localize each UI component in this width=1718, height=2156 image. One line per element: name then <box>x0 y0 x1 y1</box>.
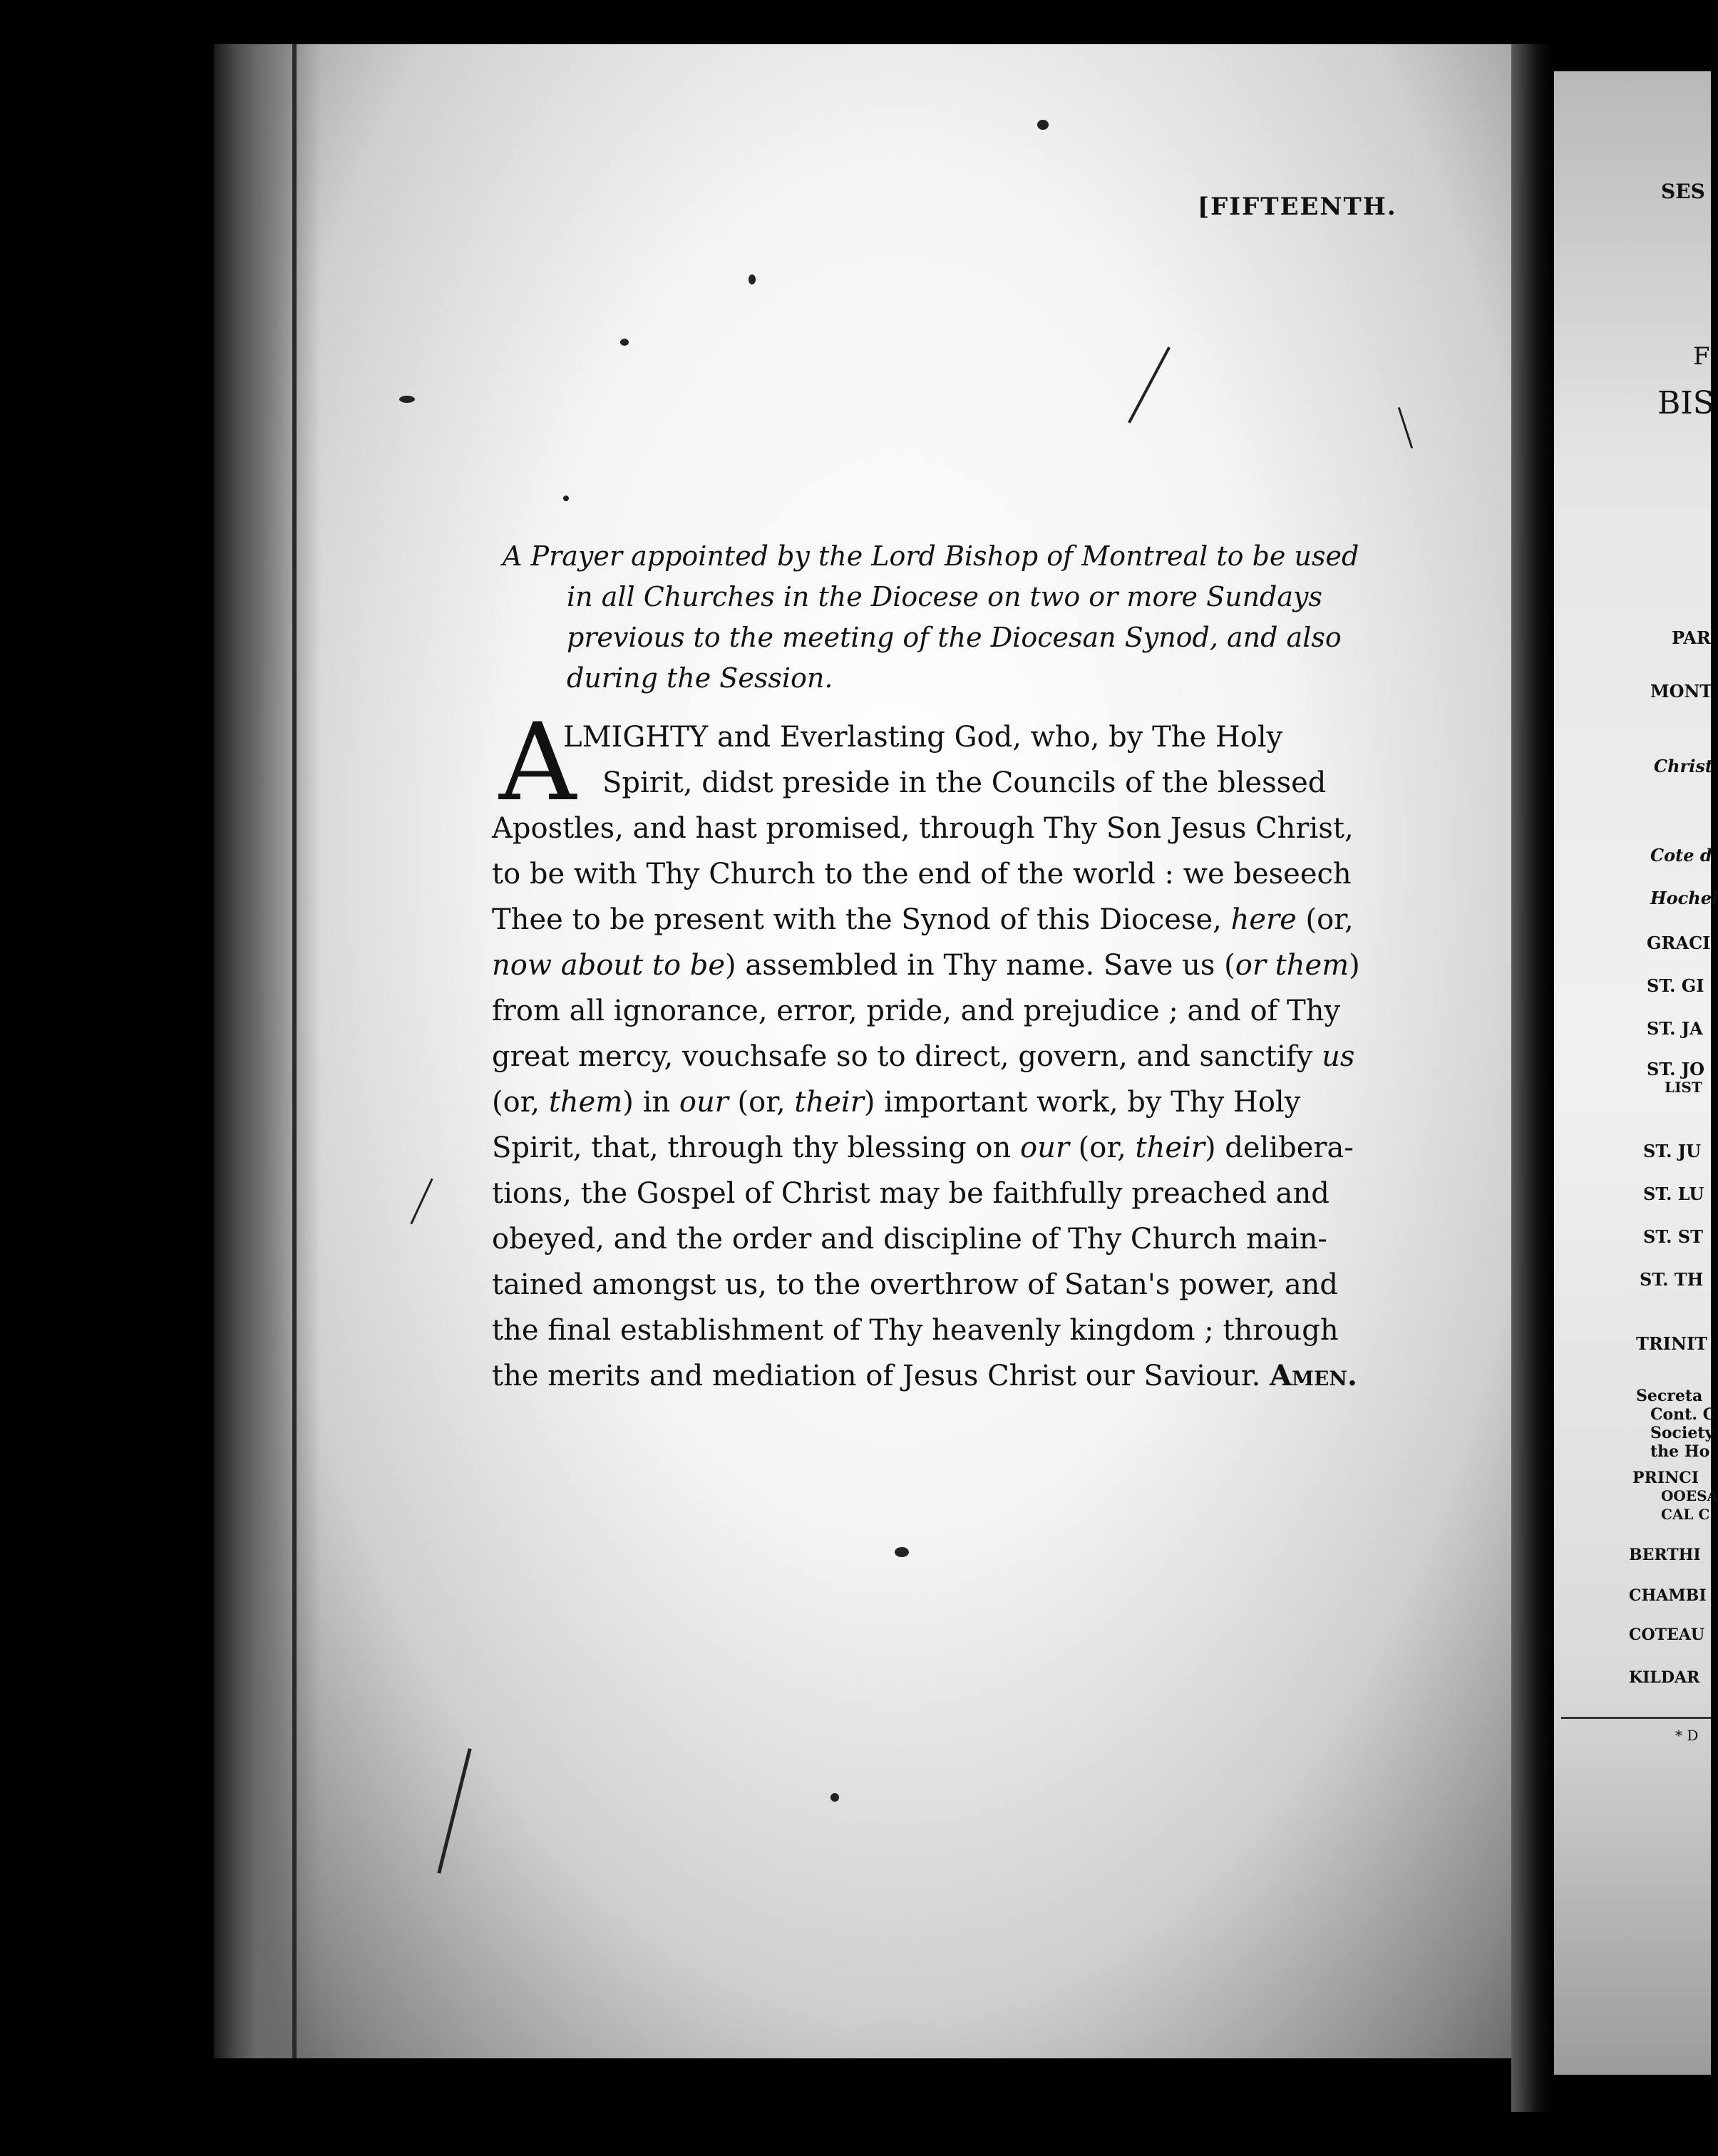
body-line: Spirit, didst preside in the Councils of the blessed <box>602 766 1327 799</box>
body-line: LMIGHTY and Everlasting God, who, by The Holy <box>563 721 1283 754</box>
facing-fragment: CAL C <box>1661 1506 1710 1523</box>
facing-fragment: LIST <box>1665 1079 1702 1096</box>
facing-fragment: Cont. C <box>1650 1405 1716 1424</box>
body-text: (or, <box>728 1086 795 1119</box>
facing-fragment: Christ <box>1654 756 1713 776</box>
body-text-italic: our <box>1020 1131 1069 1164</box>
prayer-heading <box>503 536 1372 699</box>
facing-fragment: F <box>1693 342 1710 371</box>
facing-fragment: ST. TH <box>1640 1269 1704 1290</box>
amen-text: Amen. <box>1270 1359 1357 1392</box>
body-text: (or, <box>1069 1131 1136 1164</box>
facing-fragment: Secreta <box>1636 1387 1703 1405</box>
dust-speck <box>399 396 415 403</box>
body-text-italic: here <box>1230 903 1297 936</box>
gutter <box>1511 44 1554 2112</box>
dust-speck <box>563 496 569 501</box>
body-text: (or, <box>1296 903 1354 936</box>
body-line: obeyed, and the order and discipline of Thy Church main- <box>492 1223 1327 1256</box>
body-text: great mercy, vouchsafe so to direct, govern, and sanctify <box>492 1040 1322 1073</box>
body-line: tained amongst us, to the overthrow of Satan's power, and <box>492 1268 1339 1301</box>
facing-fragment: OOESA <box>1661 1487 1718 1504</box>
binding-shadow <box>214 44 321 2058</box>
facing-fragment: BERTHI <box>1629 1546 1701 1564</box>
body-line: tions, the Gospel of Christ may be faithfully preached and <box>492 1177 1329 1210</box>
facing-fragment: ST. LU <box>1643 1184 1704 1204</box>
facing-fragment: PAR <box>1672 627 1711 648</box>
body-line <box>492 1125 1369 1171</box>
body-text-italic: our <box>679 1086 729 1119</box>
facing-fragment: the Ho <box>1650 1442 1710 1461</box>
body-text: the merits and mediation of Jesus Christ our Saviour. <box>492 1360 1270 1392</box>
facing-fragment: Cote d <box>1650 845 1712 866</box>
running-head: [FIFTEENTH. <box>1198 192 1397 221</box>
body-line: the final establishment of Thy heavenly kingdom ; through <box>492 1314 1339 1347</box>
body-line: from all ignorance, error, pride, and prejudice ; and of Thy <box>492 995 1341 1027</box>
body-line <box>492 1353 1369 1399</box>
facing-fragment: BIS <box>1657 385 1714 421</box>
body-text-italic: their <box>1135 1131 1205 1164</box>
facing-fragment: * D <box>1675 1727 1699 1744</box>
body-text-italic: now about to be <box>492 949 726 982</box>
facing-fragment: TRINIT <box>1636 1333 1708 1354</box>
body-text: Spirit, that, through thy blessing on <box>492 1131 1020 1164</box>
dust-speck <box>830 1793 839 1802</box>
facing-fragment: ST. JA <box>1647 1018 1703 1039</box>
body-text: (or, <box>492 1086 549 1119</box>
body-line <box>492 1034 1369 1079</box>
dust-speck <box>895 1547 909 1557</box>
dust-speck <box>620 339 629 346</box>
facing-fragment: ST. JO <box>1647 1059 1705 1079</box>
facing-fragment: GRACI <box>1647 933 1711 953</box>
heading-line: during the Session. <box>567 662 833 694</box>
body-line <box>492 897 1369 943</box>
dust-speck <box>749 274 756 284</box>
heading-line: previous to the meeting of the Diocesan Synod, and also <box>567 622 1342 653</box>
body-text: ) important work, by Thy Holy <box>863 1086 1301 1119</box>
facing-fragment: Hochel <box>1650 888 1718 908</box>
body-text: ) delibera- <box>1204 1131 1354 1164</box>
body-line <box>492 1079 1369 1125</box>
body-text-italic: or them <box>1235 949 1349 982</box>
body-line: Apostles, and hast promised, through Thy Son Jesus Christ, <box>492 812 1354 845</box>
body-text: ) <box>1349 949 1360 982</box>
body-text-italic: us <box>1322 1040 1355 1073</box>
facing-fragment: ST. GI <box>1647 975 1704 996</box>
body-line: to be with Thy Church to the end of the world : we beseech <box>492 858 1352 890</box>
binding-line <box>292 44 297 2058</box>
heading-line: A Prayer appointed by the Lord Bishop of Montreal to be used <box>503 540 1359 572</box>
drop-cap: A <box>499 701 577 825</box>
facing-fragment: PRINCI <box>1632 1469 1699 1487</box>
facing-fragment: Society <box>1650 1424 1714 1442</box>
heading-line: in all Churches in the Diocese on two or more Sundays <box>567 581 1322 612</box>
dust-speck <box>1037 120 1049 130</box>
prayer-body <box>492 701 1369 1399</box>
body-line <box>492 943 1369 988</box>
facing-fragment: COTEAU <box>1629 1626 1705 1644</box>
facing-page <box>1554 71 1718 2075</box>
body-text: ) in <box>622 1086 679 1119</box>
facing-fragment: SES <box>1661 180 1705 203</box>
facing-fragment: CHAMBI <box>1629 1586 1707 1605</box>
facing-rule <box>1561 1717 1711 1719</box>
facing-fragment: MONT <box>1650 681 1713 702</box>
body-text-italic: their <box>794 1086 864 1119</box>
body-text-italic: them <box>548 1086 623 1119</box>
body-text: Thee to be present with the Synod of this Diocese, <box>492 903 1231 936</box>
facing-fragment: ST. ST <box>1643 1226 1703 1247</box>
body-text: ) assembled in Thy name. Save us ( <box>725 949 1235 982</box>
facing-fragment: ST. JU <box>1643 1141 1702 1161</box>
facing-fragment: KILDAR <box>1629 1668 1700 1687</box>
